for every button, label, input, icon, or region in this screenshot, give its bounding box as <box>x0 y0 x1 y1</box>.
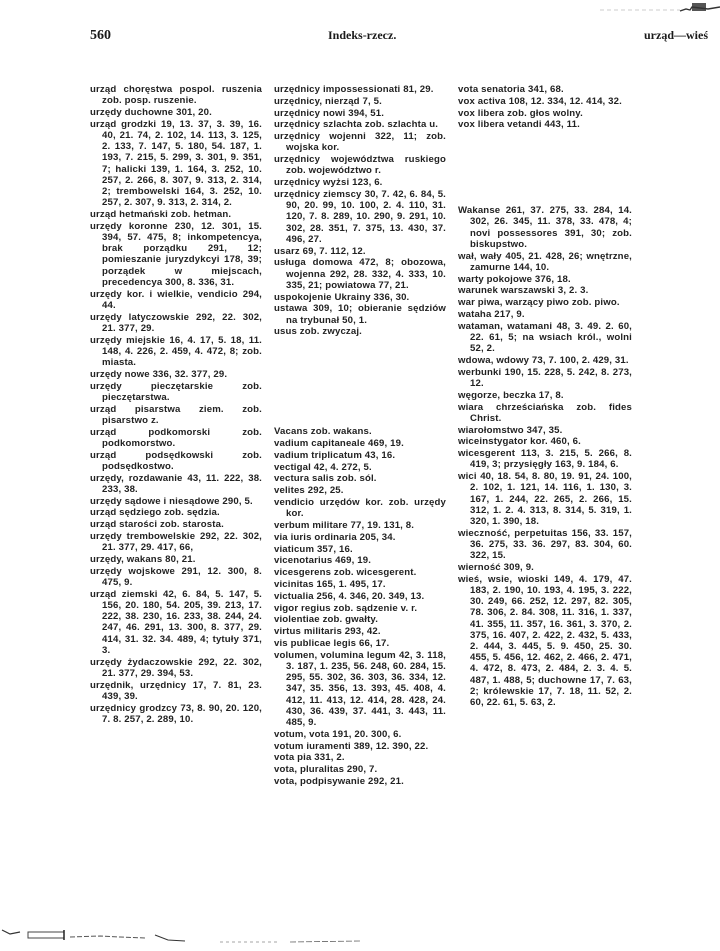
index-entry: urzędy wojskowe 291, 12. 300, 8. 475, 9. <box>90 565 262 589</box>
index-entry: votum iuramenti 389, 12. 390, 22. <box>274 740 429 752</box>
index-entry: vox libera zob. głos wolny. <box>458 107 583 119</box>
index-entry: werbunki 190, 15. 228, 5. 242, 8. 273, 12. <box>458 366 632 389</box>
index-entry: volumen, volumina legum 42, 3. 118, 3. 187, 1. 235, 56. 248, 60. 284, 15. 295, 55. 302, 36. 303, 36. 334, 12. 347, 35. 356, 13. 393, 45. 408, 4. 412, 11. 413, 12. 414, 28. 428, 24. 430, 36. 439, 37. 441, 3. 443, 11. 485, 9. <box>274 649 446 728</box>
index-entry: urząd podkomorski zob. podkomorstwo. <box>90 426 262 449</box>
index-entry: vigor regius zob. sądzenie v. r. <box>274 602 418 614</box>
index-entry: wataman, watamani 48, 3. 49. 2. 60, 22. 61, 5; na wsiach król., wolni 52, 2. <box>458 320 632 355</box>
index-column-middle <box>274 84 446 788</box>
index-entry: vis publicae legis 66, 17. <box>274 637 390 649</box>
index-entry: urzędnicy grodzcy 73, 8. 90, 20. 120, 7. 8. 257, 2. 289, 10. <box>90 702 262 725</box>
index-entry: verbum militare 77, 19. 131, 8. <box>274 519 415 531</box>
index-entry: usus zob. zwyczaj. <box>274 326 362 338</box>
index-entry: urzędy pieczętarskie zob. pieczętarstwa. <box>90 380 262 403</box>
index-entry: urzędnicy województwa ruskiego zob. województwo r. <box>274 154 446 177</box>
index-entry: usługa domowa 472, 8; obozowa, wojenna 292, 28. 332, 4. 333, 10. 335, 21; powiatowa 77, 21. <box>274 257 446 291</box>
index-entry: wicesgerent 113, 3. 215, 5. 266, 8. 419, 3; przysięgły 163, 9. 184, 6. <box>458 448 632 471</box>
index-entry: wici 40, 18. 54, 8. 80, 19. 91, 24. 100, 2. 102, 1. 121, 14. 116, 1. 130, 3. 167, 1. 244, 22. 265, 2. 266, 15. 312, 1. 2. 4. 313, 8. 314, 5. 319, 1. 320, 1. 390, 18. <box>458 471 632 527</box>
index-entry: urzędy kor. i wielkie, vendicio 294, 44. <box>90 288 262 311</box>
index-entry: vadium triplicatum 43, 16. <box>274 449 396 461</box>
index-entry: vota pia 331, 2. <box>274 752 345 764</box>
index-entry: wał, wały 405, 21. 428, 26; wnętrzne, zamurne 144, 10. <box>458 250 632 273</box>
section-gap <box>274 338 446 426</box>
scan-artifact-bottom <box>0 920 720 946</box>
index-entry: violentiae zob. gwałty. <box>274 614 379 626</box>
index-entry: wiara chrześciańska zob. fides Christ. <box>458 401 632 424</box>
index-entry: vota, pluralitas 290, 7. <box>274 764 378 776</box>
index-entry: wierność 309, 9. <box>458 561 534 573</box>
index-entry: urzędy żydaczowskie 292, 22. 302, 21. 377, 29. 394, 53. <box>90 656 262 679</box>
index-entry: vadium capitaneale 469, 19. <box>274 437 404 449</box>
index-entry: wiarołomstwo 347, 35. <box>458 424 563 436</box>
index-column-left <box>90 84 262 726</box>
index-entry: urzędy latyczowskie 292, 22. 302, 21. 377, 29. <box>90 311 262 334</box>
index-entry: urząd choręstwa pospol. ruszenia zob. posp. ruszenie. <box>90 84 262 107</box>
index-entry: wieś, wsie, wioski 149, 4. 179, 47. 183, 2. 190, 10. 193, 4. 195, 3. 222, 30. 249, 66. 252, 12. 297, 82. 305, 78. 306, 2. 84. 308, 11. 316, 1. 337, 41. 355, 11. 357, 16. 361, 3. 370, 2. 375, 16. 407, 2. 422, 2. 432, 5. 433, 2. 444, 3. 445, 5. 9. 450, 25. 30. 455, 5. 456, 12. 462, 2. 466, 2. 471, 4. 472, 8. 473, 2. 484, 2. 3. 4. 5. 487, 1. 488, 5; duchowne 17, 7. 63, 2; królewskie 17, 7. 18, 11. 52, 2. 60, 22. 61, 5. 63, 2. <box>458 573 632 709</box>
index-entry: urząd sędziego zob. sędzia. <box>90 507 220 519</box>
index-entry: urzędnicy szlachta zob. szlachta u. <box>274 119 439 131</box>
index-entry: urzędnicy ziemscy 30, 7. 42, 6. 84, 5. 90, 20. 99, 10. 100, 2. 4. 110, 31. 120, 7. 8. 289, 10. 290, 9. 291, 10. 302, 28. 351, 7. 375, 13. 430, 37. 496, 27. <box>274 188 446 245</box>
index-entry: urzędy nowe 336, 32. 377, 29. <box>90 368 228 380</box>
index-entry: vectura salis zob. sól. <box>274 473 377 485</box>
index-entry: Vacans zob. wakans. <box>274 426 372 438</box>
page-header <box>90 28 710 48</box>
index-entry: urząd grodzki 19, 13. 37, 3. 39, 16. 40, 21. 74, 2. 102, 14. 113, 3. 125, 2. 133, 7. 147, 5. 180, 54. 187, 1. 193, 7. 215, 5. 299, 3. 301, 9. 351, 7; halicki 139, 1. 164, 3. 252, 10. 257, 2. 266, 8. 307, 9. 313, 2. 314, 2; trembowelski 164, 3. 252, 10. 257, 2. 307, 9. 313, 2. 314, 2. <box>90 118 262 209</box>
index-entry: wieczność, perpetuitas 156, 33. 157, 36. 275, 33. 36. 297, 83. 304, 60. 322, 15. <box>458 527 632 562</box>
index-entry: usarz 69, 7. 112, 12. <box>274 245 366 257</box>
index-entry: wiceinstygator kor. 460, 6. <box>458 436 581 448</box>
index-entry: urzędy miejskie 16, 4. 17, 5. 18, 11. 148, 4. 226, 2. 459, 4. 472, 8; zob. miasta. <box>90 334 262 369</box>
index-entry: vox activa 108, 12. 334, 12. 414, 32. <box>458 95 622 107</box>
index-entry: vicesgerens zob. wicesgerent. <box>274 567 417 579</box>
index-entry: urzędnicy impossessionati 81, 29. <box>274 84 434 95</box>
index-entry: vota senatoria 341, 68. <box>458 84 564 95</box>
index-entry: urzędnicy, nierząd 7, 5. <box>274 95 382 107</box>
index-entry: wataha 217, 9. <box>458 308 525 320</box>
index-entry: urzędy koronne 230, 12. 301, 15. 394, 57. 475, 8; inkompetencya, brak porządku 291, 12; pomieszanie juryzdykcyi 178, 39; porządek w miejscach, precedencya 300, 8. 336, 31. <box>90 220 262 288</box>
index-section-u <box>274 84 446 338</box>
index-entry: via iuris ordinaria 205, 34. <box>274 531 396 543</box>
index-entry: vicinitas 165, 1. 495, 17. <box>274 578 386 590</box>
index-entry: warty pokojowe 376, 18. <box>458 273 571 285</box>
index-entry: urzędnicy wyżsi 123, 6. <box>274 177 383 189</box>
index-entry: viaticum 357, 16. <box>274 543 353 555</box>
section-gap <box>458 131 632 205</box>
index-entry: urzędy, wakans 80, 21. <box>90 554 196 566</box>
index-entry: ustawa 309, 10; obieranie sędziów na trybunał 50, 1. <box>274 303 446 326</box>
running-title: Indeks-rzecz. <box>328 28 397 42</box>
index-entry: virtus militaris 293, 42. <box>274 626 381 638</box>
index-entry: urzędy trembowelskie 292, 22. 302, 21. 377, 29. 417, 66, <box>90 531 262 554</box>
index-entry: vox libera vetandi 443, 11. <box>458 119 580 131</box>
index-entry: vota, podpisywanie 292, 21. <box>274 775 404 787</box>
index-entry: warunek warszawski 3, 2. 3. <box>458 285 589 297</box>
index-entry: Wakanse 261, 37. 275, 33. 284, 14. 302, 26. 345, 11. 378, 33. 478, 4; novi possessores 391, 30; zob. biskupstwo. <box>458 205 632 250</box>
index-entry: węgorze, beczka 17, 8. <box>458 389 564 401</box>
index-entry: uspokojenie Ukrainy 336, 30. <box>274 291 410 303</box>
index-entry: votum, vota 191, 20. 300, 6. <box>274 728 402 740</box>
index-entry: vicenotarius 469, 19. <box>274 555 372 567</box>
index-entry: urząd pisarstwa ziem. zob. pisarstwo z. <box>90 403 262 426</box>
index-entry: victualia 256, 4. 346, 20. 349, 13. <box>274 590 425 602</box>
index-entry: war piwa, warzący piwo zob. piwo. <box>458 297 620 309</box>
index-entry: urzędnicy wojenni 322, 11; zob. wojska kor. <box>274 131 446 154</box>
index-column-right <box>458 84 632 709</box>
index-entry: urząd podsędkowski zob. podsędkostwo. <box>90 449 262 472</box>
index-entry: vendicio urzędów kor. zob. urzędy kor. <box>274 496 446 520</box>
index-entry: vectigal 42, 4. 272, 5. <box>274 461 372 473</box>
index-section-v <box>274 426 446 787</box>
index-section-vox <box>458 84 632 131</box>
index-entry: urząd starości zob. starosta. <box>90 519 224 531</box>
index-entry: urzędy duchowne 301, 20. <box>90 107 212 118</box>
page-number: 560 <box>90 28 111 43</box>
index-section-w <box>458 205 632 708</box>
index-entry: velites 292, 25. <box>274 485 344 497</box>
scan-artifact-top <box>600 0 720 10</box>
index-entry: urzędnik, urzędnicy 17, 7. 81, 23. 439, 39. <box>90 679 262 702</box>
index-entry: wdowa, wdowy 73, 7. 100, 2. 429, 31. <box>458 354 629 366</box>
entry-range-title: urząd—wieś <box>644 28 708 42</box>
index-entry: urzędy sądowe i niesądowe 290, 5. <box>90 495 253 507</box>
index-entry: urzędy, rozdawanie 43, 11. 222, 38. 233, 38. <box>90 472 262 495</box>
index-entry: urząd hetmański zob. hetman. <box>90 209 232 221</box>
index-entry: urząd ziemski 42, 6. 84, 5. 147, 5. 156, 20. 180, 54. 205, 39. 213, 17. 222, 38. 230, 16. 233, 38. 244, 24. 247, 46. 291, 13. 300, 8. 377, 29. 414, 31. 32. 34. 489, 4; tytuły 371, 3. <box>90 588 262 656</box>
index-entry: urzędnicy nowi 394, 51. <box>274 107 385 119</box>
